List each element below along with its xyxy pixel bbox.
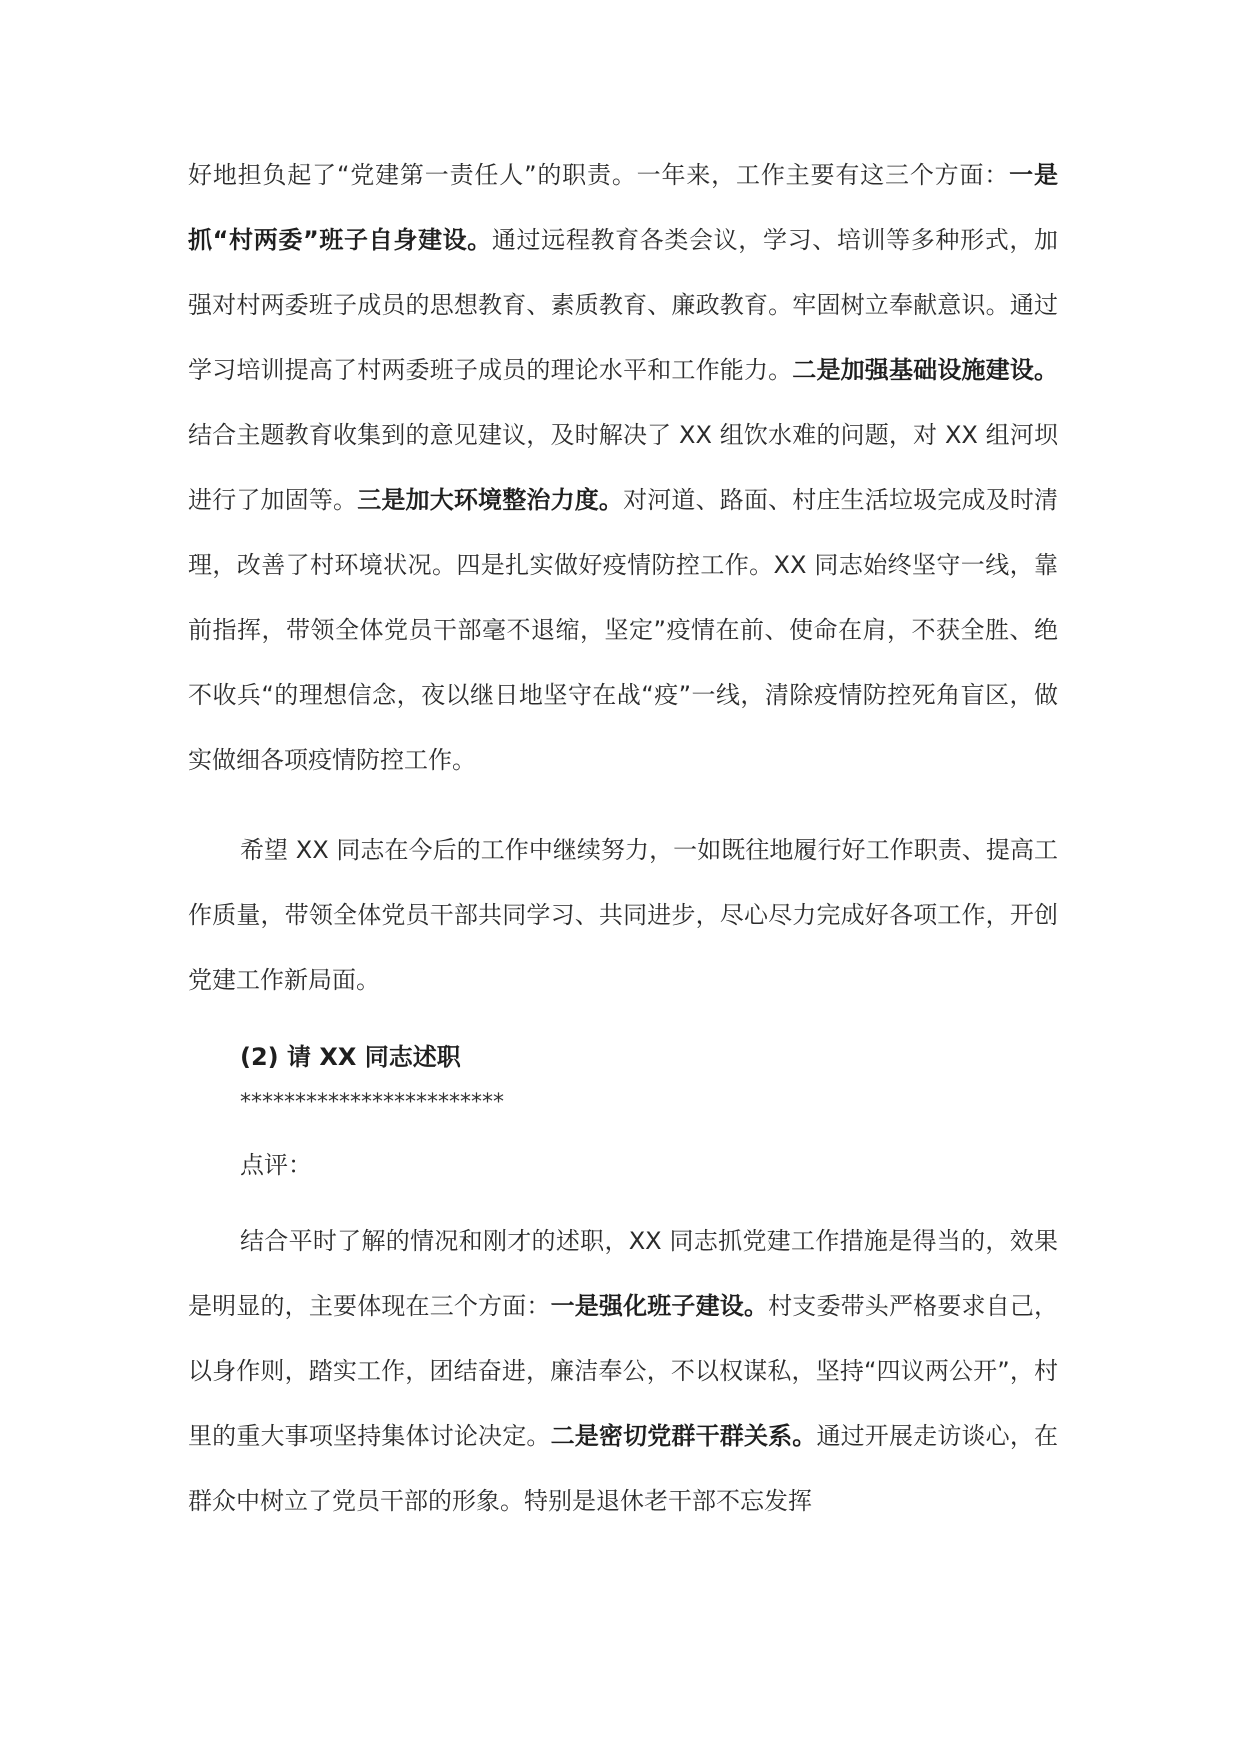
p3-text-3: 通过开展走访谈心，在群众中树立了党员干部的形象。特别是退休老干部不忘发挥 — [188, 1422, 1059, 1515]
p1-text-2: 通过远程教育各类会议，学习、培训等多种形式，加强对村两委班子成员的思想教育、素质教育、廉政教育。牢固树立奉献意识。通过学习培训提高了村两委班子成员的理论水平和工作能力。 — [188, 226, 1059, 384]
paragraph-1 — [188, 143, 1058, 793]
evaluation-paragraph-2 — [188, 818, 1058, 1013]
p3-text-1: 结合平时了解的情况和刚才的述职，XX 同志抓党建工作措施是得当的，效果是明显的，主要体现在三个方面： — [188, 1227, 1058, 1320]
evaluation-paragraph-3 — [188, 1209, 1058, 1534]
p1-point-2: 二是加强基础设施建设。 — [792, 356, 1059, 384]
paragraph-3 — [188, 1209, 1058, 1534]
p3-point-2: 二是密切党群干群关系。 — [550, 1422, 817, 1450]
p1-text-1: 好地担负起了“党建第一责任人”的职责。一年来，工作主要有这三个方面： — [188, 161, 1010, 189]
p1-point-1: 一是抓“村两委”班子自身建设。 — [188, 161, 1059, 254]
p3-text-2: 村支委带头严格要求自己，以身作则，踏实工作，团结奋进，廉洁奉公，不以权谋私，坚持“四议两公开”，村里的重大事项坚持集体讨论决定。 — [188, 1292, 1059, 1450]
paragraph-2: 希望 XX 同志在今后的工作中继续努力，一如既往地履行好工作职责、提高工作质量，带领全体党员干部共同学习、共同进步，尽心尽力完成好各项工作，开创党建工作新局面。 — [188, 836, 1058, 994]
p1-text-4: 对河道、路面、村庄生活垃圾完成及时清理，改善了村环境状况。四是扎实做好疫情防控工作。XX 同志始终坚守一线，靠前指挥，带领全体党员干部毫不退缩，坚定”疫情在前、使命在肩，不获全胜、绝不收兵“的理想信念，夜以继日地坚守在战“疫”一线，清除疫情防控死角盲区，做实做细各项疫情防控工作。 — [188, 486, 1059, 774]
comment-label: 点评： — [240, 1151, 312, 1179]
p1-text-3: 结合主题教育收集到的意见建议，及时解决了 XX 组饮水难的问题，对 XX 组河坝进行了加固等。 — [188, 421, 1058, 514]
evaluation-paragraph-1 — [188, 143, 1058, 793]
p3-point-1: 一是强化班子建设。 — [550, 1292, 769, 1320]
section-heading: (2) 请 XX 同志述职 — [240, 1043, 461, 1071]
p1-point-3: 三是加大环境整治力度。 — [357, 486, 624, 514]
asterisk-separator: ************************ — [240, 1090, 504, 1115]
